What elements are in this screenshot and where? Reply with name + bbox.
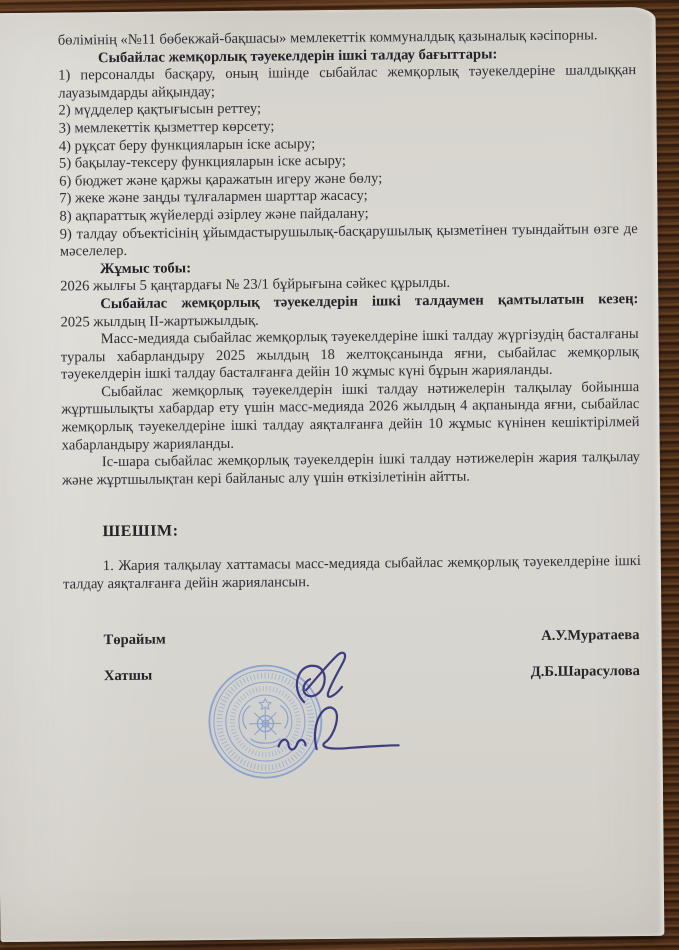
signer-name: А.У.Муратаева: [541, 627, 640, 645]
list-item-4: 4) рұқсат беру функцияларын іске асыру;: [58, 135, 316, 155]
document-body: [58, 27, 642, 686]
decision-heading: ШЕШІМ:: [102, 522, 179, 541]
section-heading-period: Сыбайлас жемқорлық тәуекелдерін ішкі талдаумен қамтылатын кезең:: [100, 290, 639, 313]
section-heading-directions: Сыбайлас жемқорлық тәуекелдерін ішкі талдау бағыттары:: [97, 45, 498, 66]
signature-chair-flourish: [306, 653, 346, 697]
paragraph-period-value: 2025 жылдың II-жартыжылдық.: [60, 312, 259, 331]
role-label: Төрайым: [103, 631, 166, 649]
section-heading-workgroup: Жұмыс тобы:: [99, 260, 192, 277]
document-page: [0, 7, 664, 942]
paragraph-announcement-start: Масс-медияда сыбайлас жемқорлық тәуекелдеріне ішкі талдау жүргізудің басталғаны туралы хабарландыру 2025 жылдың 18 желтоқсанында яғни, сыбайлас жемқорлық тәуекелдерін ішкі талдау басталғанға дейін 10 жұмыс күні бұрын жарияланды.: [60, 326, 639, 383]
list-item-8: 8) ақпараттық жүйелерді әзірлеу және пайдалану;: [59, 205, 369, 225]
handwritten-signatures: [270, 645, 407, 774]
paragraph-event-purpose: Іс-шара сыбайлас жемқорлық тәуекелдерін ішкі талдау нәтижелерін жария талқылау және жұртшылықтан кері байланыс алу үшін өткізілетінін айтты.: [61, 449, 640, 489]
paragraph-continuation: бөлімінің «№11 бөбекжай-бақшасы» мемлекеттік коммуналдық қазыналық кәсіпорны.: [57, 27, 598, 49]
list-item-9: 9) талдау объектісінің ұйымдастырушылық-басқарушылық қызметінен туындайтын өзге де мәселелер.: [59, 220, 638, 260]
list-item-3: 3) мемлекеттік қызметтер көрсету;: [58, 118, 275, 137]
decision-item-1: 1. Жария талқылау хаттамасы масс-медияда сыбайлас жемқорлық тәуекелдеріне ішкі талдау аяқталғанға дейін жариялансын.: [62, 553, 641, 593]
paragraph-announcement-results: Сыбайлас жемқорлық тәуекелдерін ішкі талдау нәтижелерін талқылау бойынша жұртшылықты хабардар ету үшін масс-медияда 2026 жылдың 4 ақпанында яғни, сыбайлас жемқорлық тәуекелдеріне ішкі талдау аяқталғанға дейін 10 жұмыс күнінен кешіктірілмей хабарландыру жарияланды.: [61, 378, 640, 454]
list-item-6: 6) бюджет және қаржы қаражатын игеру және бөлу;: [59, 170, 383, 190]
signature-secretary: [279, 739, 306, 749]
list-item-2: 2) мүдделер қақтығысын реттеу;: [58, 101, 262, 119]
signer-name: Д.Б.Шарасулова: [530, 662, 640, 680]
signature-secretary-loop: [315, 707, 399, 749]
role-label: Хатшы: [103, 667, 153, 684]
paragraph-order: 2026 жылғы 5 қаңтардағы № 23/1 бұйрығына сәйкес құрылды.: [60, 275, 451, 295]
list-item-7: 7) жеке және заңды тұлғалармен шарттар жасасу;: [59, 187, 368, 207]
list-item-1: 1) персоналды басқару, оның ішінде сыбайлас жемқорлық тәуекелдеріне шалдыққан лауазымдарды айқындау;: [58, 62, 637, 102]
list-item-5: 5) бақылау-тексеру функцияларын іске асыру;: [58, 152, 346, 172]
